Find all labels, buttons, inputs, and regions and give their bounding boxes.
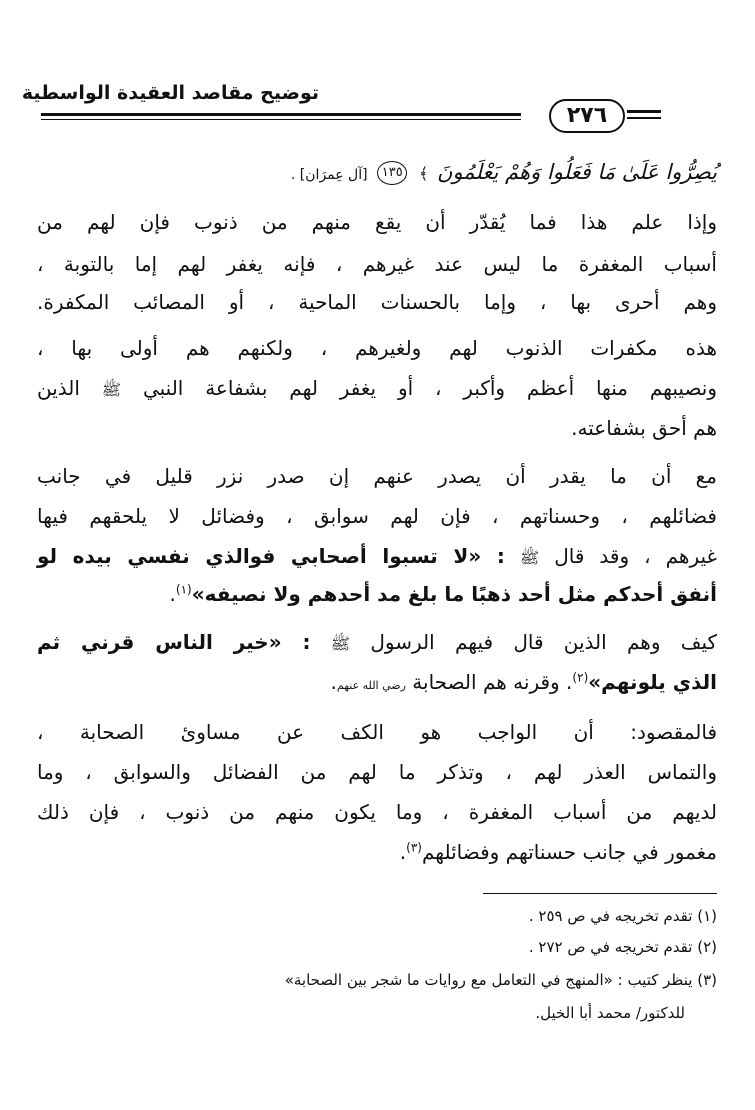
paragraph-4-line-2 — [37, 672, 717, 692]
footnote-2-text: تقدم تخريجه في ص ٢٧٢ . — [528, 938, 693, 956]
paragraph-5-line-4-text: مغمور في جانب حسناتهم وفضائلهم — [421, 840, 717, 864]
hadith-quote-start: : «لا تسبوا أصحابي فوالذي نفسي بيده لو — [37, 544, 505, 568]
salla-honorific: ﷺ — [330, 634, 351, 653]
page-number-dash-lower — [627, 117, 661, 119]
footnote-2 — [37, 938, 717, 956]
paragraph-2-line-2 — [37, 378, 717, 398]
footnote-ref-3[interactable]: (٣) — [406, 840, 422, 855]
hadith-quote-end: أنفق أحدكم مثل أحد ذهبًا ما بلغ مد أحدهم ولا نصيفه» — [191, 582, 717, 606]
footnote-separator — [483, 893, 717, 894]
sentence-end: . — [330, 670, 337, 694]
paragraph-5-line-3: لديهم من أسباب المغفرة ، وما يكون منهم من ذنوب ، فإن ذلك — [37, 800, 717, 824]
salla-honorific: ﷺ — [101, 380, 122, 399]
paragraph-1-line-3: وهم أحرى بها ، وإما بالحسنات الماحية ، أو المصائب المكفرة. — [37, 290, 717, 314]
paragraph-5-line-4 — [37, 842, 717, 862]
header-rule — [41, 113, 521, 116]
salla-honorific: ﷺ — [519, 548, 540, 567]
hadith-quote-2-start: : «خير الناس قرني ثم — [37, 630, 311, 654]
paragraph-3-line-3-text: غيرهم ، وقد قال — [554, 544, 717, 568]
footnote-ref-1[interactable]: (١) — [175, 582, 192, 597]
quran-verse: يُصِرُّوا عَلَىٰ مَا فَعَلُوا وَهُمْ يَعْلَمُونَ — [437, 160, 717, 184]
quran-verse-line — [37, 160, 717, 185]
paragraph-2-line-3: هم أحق بشفاعته. — [571, 416, 717, 440]
paragraph-1-line-1: وإذا علم هذا فما يُقدّر أن يقع منهم من ذنوب فإن لهم من — [37, 210, 717, 234]
surah-reference: [آل عِمرَان] . — [290, 167, 368, 183]
paragraph-5-line-1: فالمقصود: أن الواجب هو الكف عن مساوئ الصحابة ، — [37, 720, 717, 744]
footnote-1-text: تقدم تخريجه في ص ٢٥٩ . — [528, 907, 693, 925]
paragraph-4-line-1 — [37, 632, 717, 652]
sentence-end: . — [399, 840, 407, 864]
paragraph-1-line-2: أسباب المغفرة ما ليس عند غيرهم ، فإنه يغفر لهم إما بالتوبة ، — [37, 252, 717, 276]
footnote-1 — [37, 907, 717, 925]
footnote-3 — [37, 971, 717, 989]
footnote-2-number: (٢) — [697, 938, 717, 956]
paragraph-4-line-1-text: كيف وهم الذين قال فيهم الرسول — [370, 630, 718, 654]
paragraph-4-line-2-text: . وقرنه هم الصحابة — [412, 670, 573, 694]
page-number: ٢٧٦ — [549, 99, 625, 133]
page-number-dash — [627, 110, 661, 113]
quran-close-bracket: ﴾ — [418, 164, 429, 183]
footnote-1-number: (١) — [697, 907, 717, 925]
running-header-title: توضيح مقاصد العقيدة الواسطية — [21, 82, 319, 104]
paragraph-3-line-1: مع أن ما يقدر أن يصدر عنهم إن صدر نزر قليل في جانب — [37, 464, 717, 488]
ayah-number-marker: ١٣٥ — [377, 161, 407, 185]
hadith-quote-2-end: الذي يلونهم» — [588, 670, 717, 694]
paragraph-2-line-2-end: الذين — [37, 376, 80, 400]
paragraph-3-line-2: فضائلهم ، وحسناتهم ، فإن لهم سوابق ، وفضائل لا يلحقهم فيها — [37, 504, 717, 528]
paragraph-3-line-3 — [37, 546, 717, 566]
footnote-ref-2[interactable]: (٢) — [572, 670, 589, 685]
footnote-3-text: ينظر كتيب : «المنهج في التعامل مع روايات ما شجر بين الصحابة» — [284, 971, 693, 989]
footnote-3-number: (٣) — [697, 971, 717, 989]
footnote-3-continuation: للدكتور/ محمد أبا الخيل. — [535, 1004, 685, 1022]
sentence-end: . — [169, 582, 176, 606]
header-rule-thin — [41, 119, 521, 120]
radi-honorific: رضي الله عنهم — [336, 679, 406, 692]
paragraph-2-line-2-text: ونصيبهم منها أعظم وأكبر ، أو يغفر لهم بشفاعة النبي — [142, 376, 718, 400]
paragraph-2-line-1: هذه مكفرات الذنوب لهم ولغيرهم ، ولكنهم هم أولى بها ، — [37, 336, 717, 360]
paragraph-3-line-4 — [37, 584, 717, 604]
paragraph-5-line-2: والتماس العذر لهم ، وتذكر ما لهم من الفضائل والسوابق ، وما — [37, 760, 717, 784]
